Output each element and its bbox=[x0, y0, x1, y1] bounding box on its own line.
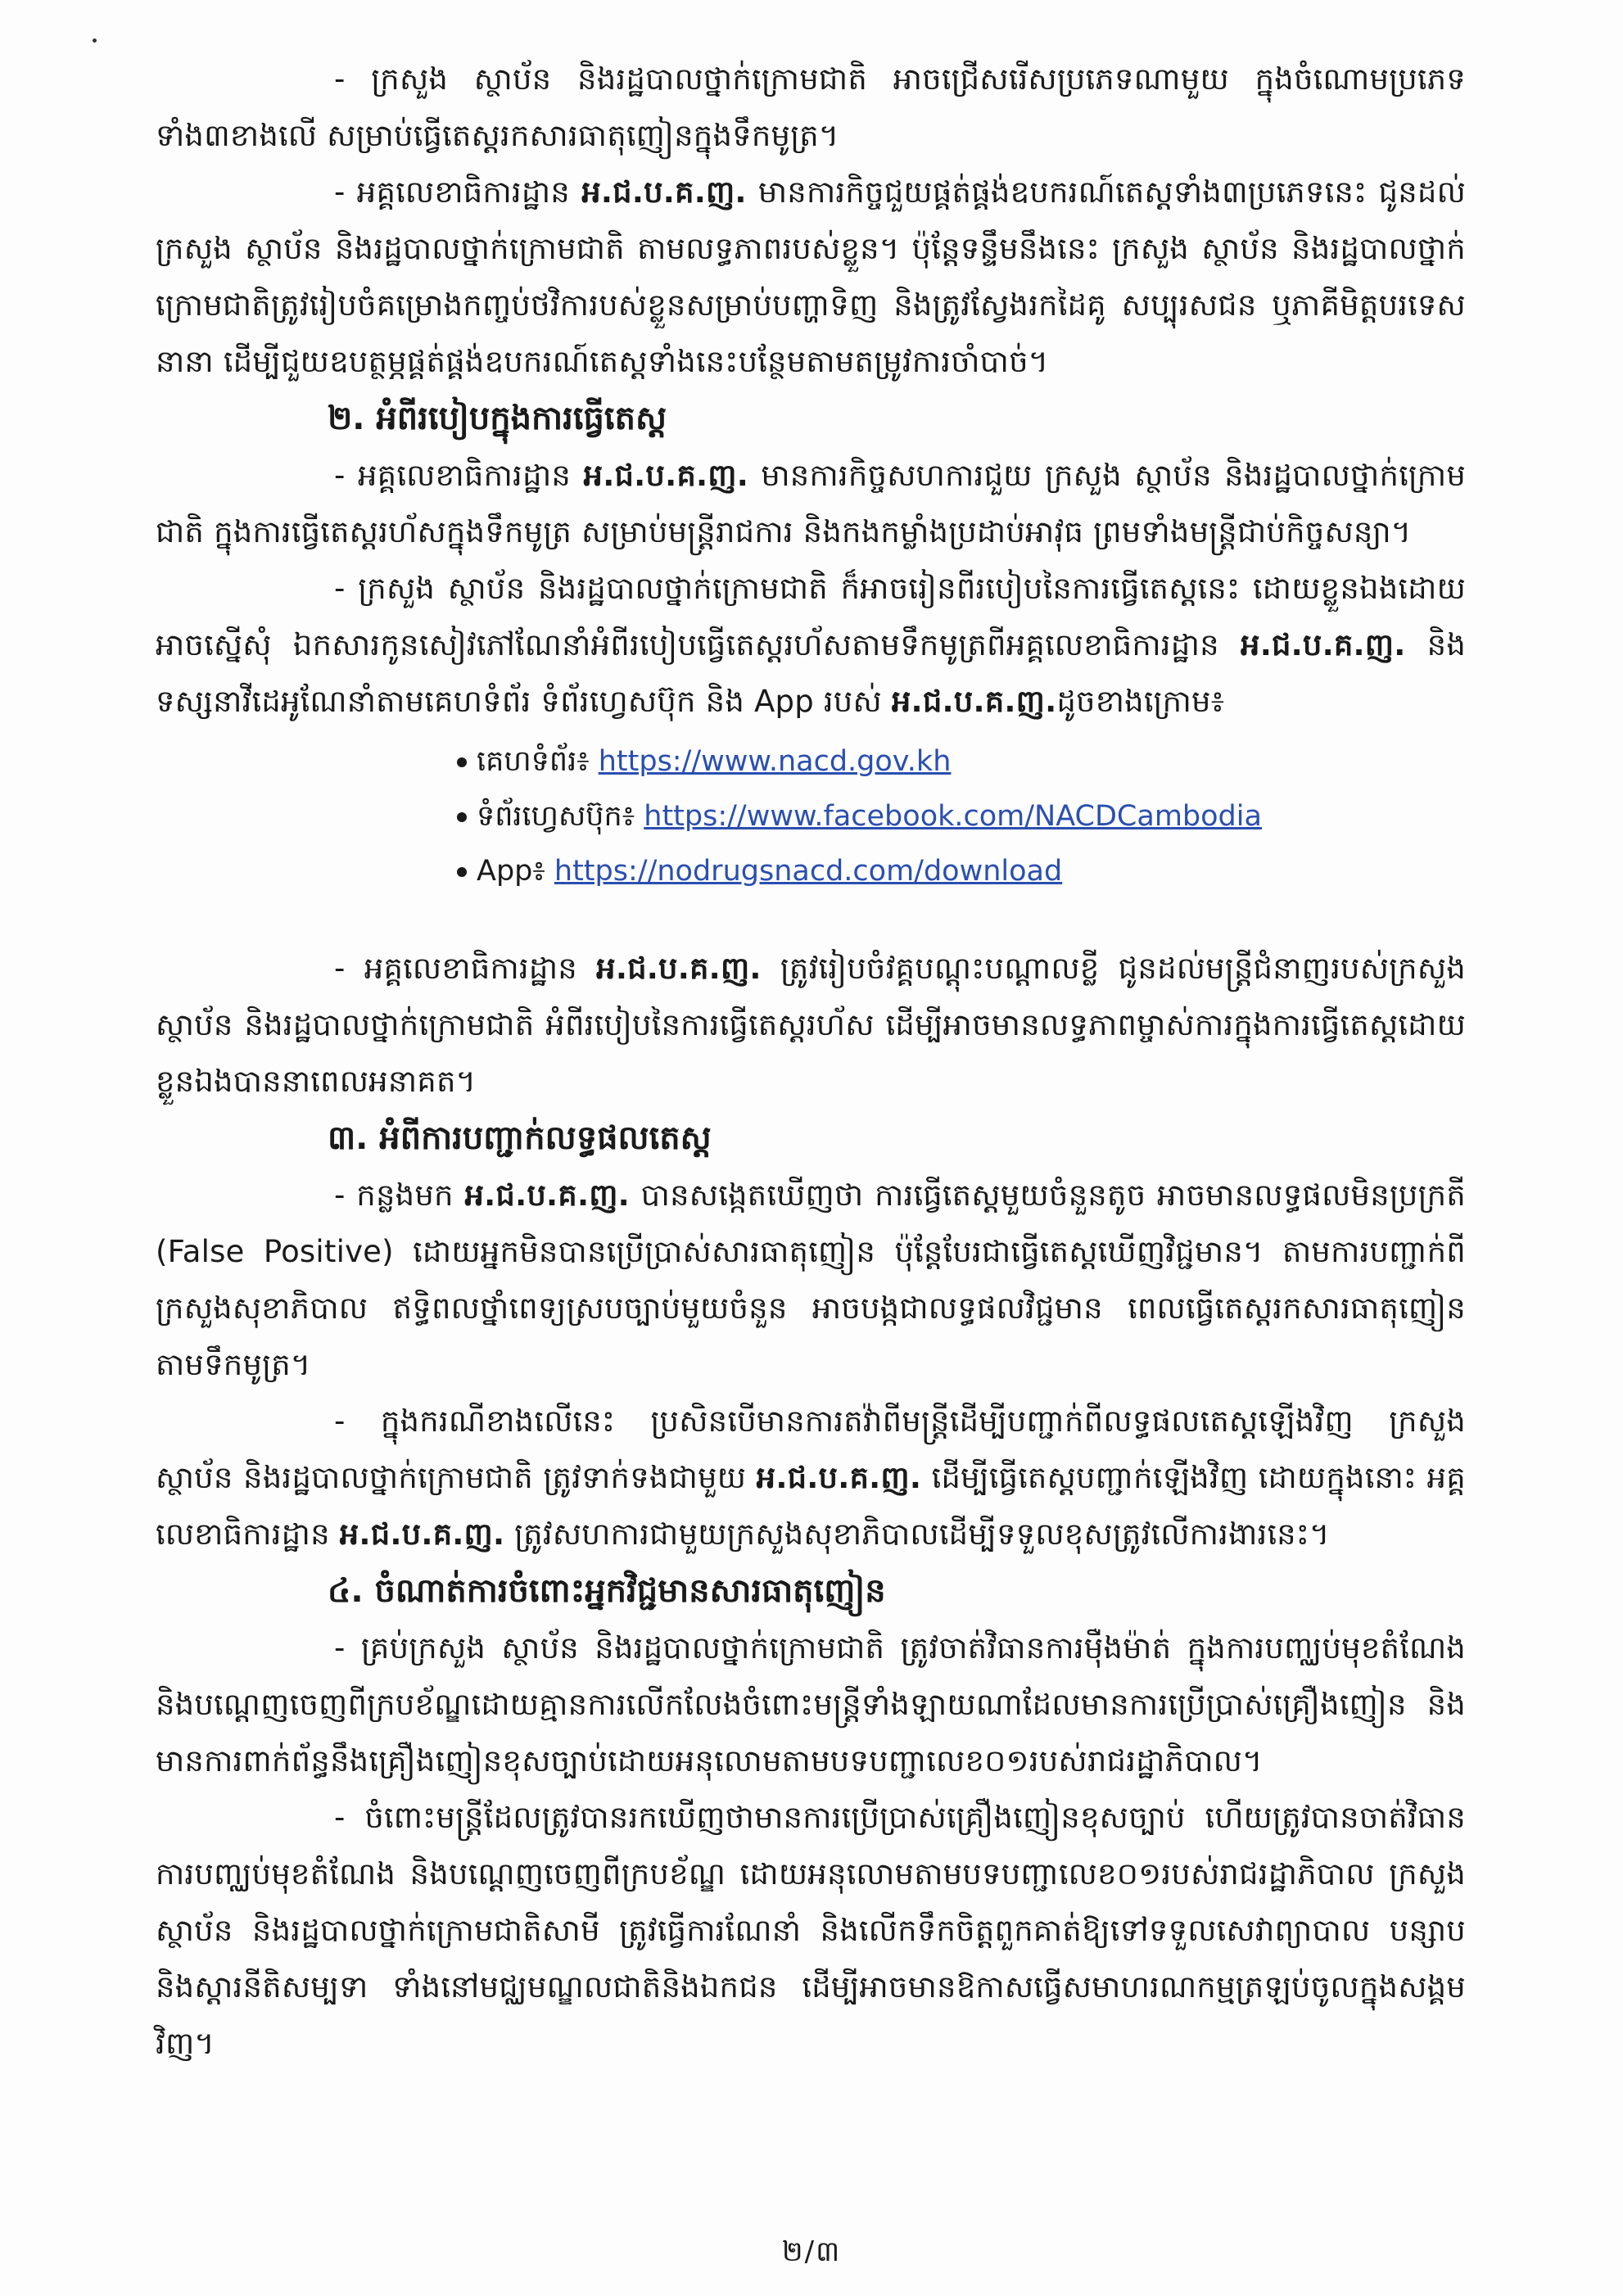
section-3-paragraph-1 bbox=[156, 1167, 1466, 1393]
text-run: - អគ្គលេខាធិការដ្ឋាន bbox=[334, 951, 597, 986]
agency-abbreviation: អ.ជ.ប.គ.ញ. bbox=[581, 174, 747, 210]
resource-links-list bbox=[156, 734, 1466, 899]
list-item-website bbox=[156, 734, 1466, 789]
link-label: App៖ bbox=[477, 855, 545, 888]
list-item-app bbox=[156, 844, 1466, 899]
bullet-dot-icon bbox=[457, 757, 467, 767]
page-number: ២/៣ bbox=[781, 2235, 842, 2268]
text-run: ត្រូវសហការជាមួយក្រសួងសុខាភិបាលដើម្បីទទួលខុសត្រូវលើការងារនេះ។ bbox=[504, 1516, 1330, 1552]
link-label: គេហទំព័រ៖ bbox=[477, 745, 590, 778]
section-2-paragraph-2 bbox=[156, 560, 1466, 730]
text-run: មានការកិច្ចជួយផ្គត់ផ្គង់ឧបករណ៍តេស្តទាំង៣ប្រភេទនេះ ជូនដល់ក្រសួង ស្ថាប័ន និងរដ្ឋបាលថ្នាក់ក្រោមជាតិ តាមលទ្ធភាពរបស់ខ្លួន។ ប៉ុន្តែទន្ទឹមនឹងនេះ ក្រសួង ស្ថាប័ន និងរដ្ឋបាលថ្នាក់ក្រោមជាតិត្រូវរៀបចំគម្រោងកញ្ចប់ថវិការបស់ខ្លួនសម្រាប់បញ្ហាទិញ និងត្រូវស្វែងរកដៃគូ សប្បុរសជន ឬភាគីមិត្តបរទេសនានា ដើម្បីជួយឧបត្ថម្ភផ្គត់ផ្គង់ឧបករណ៍តេស្តទាំងនេះបន្ថែមតាមតម្រូវការចាំបាច់។ bbox=[156, 174, 1466, 379]
text-run: បានសង្កេតឃើញថា ការធ្វើតេស្តមួយចំនួនតូច អាចមានលទ្ធផលមិនប្រក្រតី (False Positive) ដោយអ្នកមិនបានប្រើប្រាស់សារធាតុញៀន ប៉ុន្តែបែរជាធ្វើតេស្តឃើញវិជ្ជមាន។ តាមការបញ្ជាក់ពីក្រសួងសុខាភិបាល ឥទ្ធិពលថ្នាំពេទ្យស្របច្បាប់មួយចំនួន អាចបង្កជាលទ្ធផលវិជ្ជមាន ពេលធ្វើតេស្តរកសារធាតុញៀនតាមទឹកមូត្រ។ bbox=[156, 1177, 1466, 1382]
scan-speck bbox=[93, 38, 97, 43]
text-run: មានការកិច្ចសហការជួយ ក្រសួង ស្ថាប័ន និងរដ្ឋបាលថ្នាក់ក្រោមជាតិ ក្នុងការធ្វើតេស្តរហ័សក្នុងទឹកមូត្រ សម្រាប់មន្ត្រីរាជការ និងកងកម្លាំងប្រដាប់អាវុធ ព្រមទាំងមន្ត្រីជាប់កិច្ចសន្យា។ bbox=[156, 458, 1467, 549]
section-2-heading: ២. អំពីរបៀបក្នុងការធ្វើតេស្ត bbox=[328, 400, 667, 437]
facebook-link[interactable]: https://www.facebook.com/NACDCambodia bbox=[644, 800, 1262, 833]
list-item-text bbox=[477, 800, 1262, 833]
document-body bbox=[156, 51, 1466, 2072]
text-run: - ក្រសួង ស្ថាប័ន និងរដ្ឋបាលថ្នាក់ក្រោមជាតិ ក៏អាចរៀនពីរបៀបនៃការធ្វើតេស្តនេះ ដោយខ្លួនឯងដោយអាចស្នើសុំ ឯកសារកូនសៀវភៅណែនាំអំពីរបៀបធ្វើតេស្តរហ័សតាមទឹកមូត្រពីអគ្គលេខាធិការដ្ឋាន bbox=[156, 571, 1466, 662]
text-run: - អគ្គលេខាធិការដ្ឋាន bbox=[334, 174, 582, 210]
text-run: ត្រូវរៀបចំវគ្គបណ្តុះបណ្តាលខ្លី ជូនដល់មន្ត្រីជំនាញរបស់ក្រសួង ស្ថាប័ន និងរដ្ឋបាលថ្នាក់ក្រោមជាតិ អំពីរបៀបនៃការធ្វើតេស្តរហ័ស ដើម្បីអាចមានលទ្ធភាពម្ចាស់ការក្នុងការធ្វើតេស្តដោយខ្លួនឯងបាននាពេលអនាគត។ bbox=[156, 951, 1466, 1099]
agency-abbreviation: អ.ជ.ប.គ.ញ. bbox=[596, 951, 762, 986]
agency-abbreviation: អ.ជ.ប.គ.ញ. bbox=[583, 458, 748, 493]
section-4-paragraph-2: - ចំពោះមន្ត្រីដែលត្រូវបានរកឃើញថាមានការប្រើប្រាស់គ្រឿងញៀនខុសច្បាប់ ហើយត្រូវបានចាត់វិធានការបញ្ឈប់មុខតំណែង និងបណ្តេញចេញពីក្របខ័ណ្ឌ ដោយអនុលោមតាមបទបញ្ជាលេខ០១របស់រាជរដ្ឋាភិបាល ក្រសួង ស្ថាប័ន និងរដ្ឋបាលថ្នាក់ក្រោមជាតិសាមី ត្រូវធ្វើការណែនាំ និងលើកទឹកចិត្តពួកគាត់ឱ្យទៅទទួលសេវាព្យាបាល បន្សាប និងស្តារនីតិសម្បទា ទាំងនៅមជ្ឈមណ្ឌលជាតិនិងឯកជន ដើម្បីអាចមានឱកាសធ្វើសមាហរណកម្មត្រឡប់ចូលក្នុងសង្គមវិញ។ bbox=[156, 1800, 1466, 2061]
section-3-paragraph-2 bbox=[156, 1393, 1466, 1562]
agency-abbreviation: អ.ជ.ប.គ.ញ. bbox=[464, 1177, 630, 1213]
bullet-dot-icon bbox=[457, 812, 467, 822]
app-download-link[interactable]: https://nodrugsnacd.com/download bbox=[554, 855, 1063, 888]
list-item-text bbox=[477, 745, 951, 778]
section-2-paragraph-3 bbox=[156, 940, 1466, 1110]
list-item-facebook bbox=[156, 789, 1466, 844]
section-4-heading: ៤. ចំណាត់ការចំពោះអ្នកវិជ្ជមានសារធាតុញៀន bbox=[328, 1572, 886, 1610]
agency-abbreviation: អ.ជ.ប.គ.ញ. bbox=[1241, 627, 1406, 662]
text-run: - កន្លងមក bbox=[334, 1177, 465, 1213]
section-3-heading: ៣. អំពីការបញ្ជាក់លទ្ធផលតេស្ត bbox=[328, 1119, 712, 1157]
agency-abbreviation: អ.ជ.ប.គ.ញ. bbox=[339, 1516, 505, 1552]
link-label: ទំព័រហ្វេសប៊ុក៖ bbox=[477, 800, 635, 833]
spacer bbox=[156, 899, 1466, 940]
section-2-paragraph-1 bbox=[156, 447, 1466, 560]
text-run: ដើម្បីធ្វើតេស្តបញ្ជាក់ឡើងវិញ ដោយក្នុងនោះ អគ្គលេខាធិការដ្ឋាន bbox=[156, 1460, 1466, 1552]
text-run: និងទស្សនាវីដេអូណែនាំតាមគេហទំព័រ ទំព័រហ្វេសប៊ុក និង App របស់ bbox=[156, 627, 1467, 719]
section-4-paragraph-1: - គ្រប់ក្រសួង ស្ថាប័ន និងរដ្ឋបាលថ្នាក់ក្រោមជាតិ ត្រូវចាត់វិធានការម៉ឺងម៉ាត់ ក្នុងការបញ្ឈប់មុខតំណែង និងបណ្តេញចេញពីក្របខ័ណ្ឌដោយគ្មានការលើកលែងចំពោះមន្ត្រីទាំងឡាយណាដែលមានការប្រើប្រាស់គ្រឿងញៀន និងមានការពាក់ព័ន្ធនឹងគ្រឿងញៀនខុសច្បាប់ដោយអនុលោមតាមបទបញ្ជាលេខ០១របស់រាជរដ្ឋាភិបាល។ bbox=[156, 1630, 1466, 1778]
text-run: - ក្នុងករណីខាងលើនេះ ប្រសិនបើមានការតវ៉ាពីមន្ត្រីដើម្បីបញ្ជាក់ពីលទ្ធផលតេស្តឡើងវិញ ក្រសួង ស្ថាប័ន និងរដ្ឋបាលថ្នាក់ក្រោមជាតិ ត្រូវទាក់ទងជាមួយ bbox=[156, 1403, 1466, 1495]
intro-paragraph-1: - ក្រសួង ស្ថាប័ន និងរដ្ឋបាលថ្នាក់ក្រោមជាតិ អាចជ្រើសរើសប្រភេទណាមួយ ក្នុងចំណោមប្រភេទទាំង៣ខាងលើ សម្រាប់ធ្វើតេស្តរកសារធាតុញៀនក្នុងទឹកមូត្រ។ bbox=[156, 61, 1466, 153]
text-run: ដូចខាងក្រោម៖ bbox=[1056, 684, 1225, 719]
agency-abbreviation: អ.ជ.ប.គ.ញ. bbox=[756, 1460, 922, 1495]
list-item-text bbox=[477, 855, 1062, 888]
bullet-dot-icon bbox=[457, 867, 467, 877]
intro-paragraph-2 bbox=[156, 164, 1466, 390]
text-run: - អគ្គលេខាធិការដ្ឋាន bbox=[334, 458, 584, 493]
website-link[interactable]: https://www.nacd.gov.kh bbox=[598, 745, 952, 778]
agency-abbreviation: អ.ជ.ប.គ.ញ. bbox=[891, 684, 1057, 719]
